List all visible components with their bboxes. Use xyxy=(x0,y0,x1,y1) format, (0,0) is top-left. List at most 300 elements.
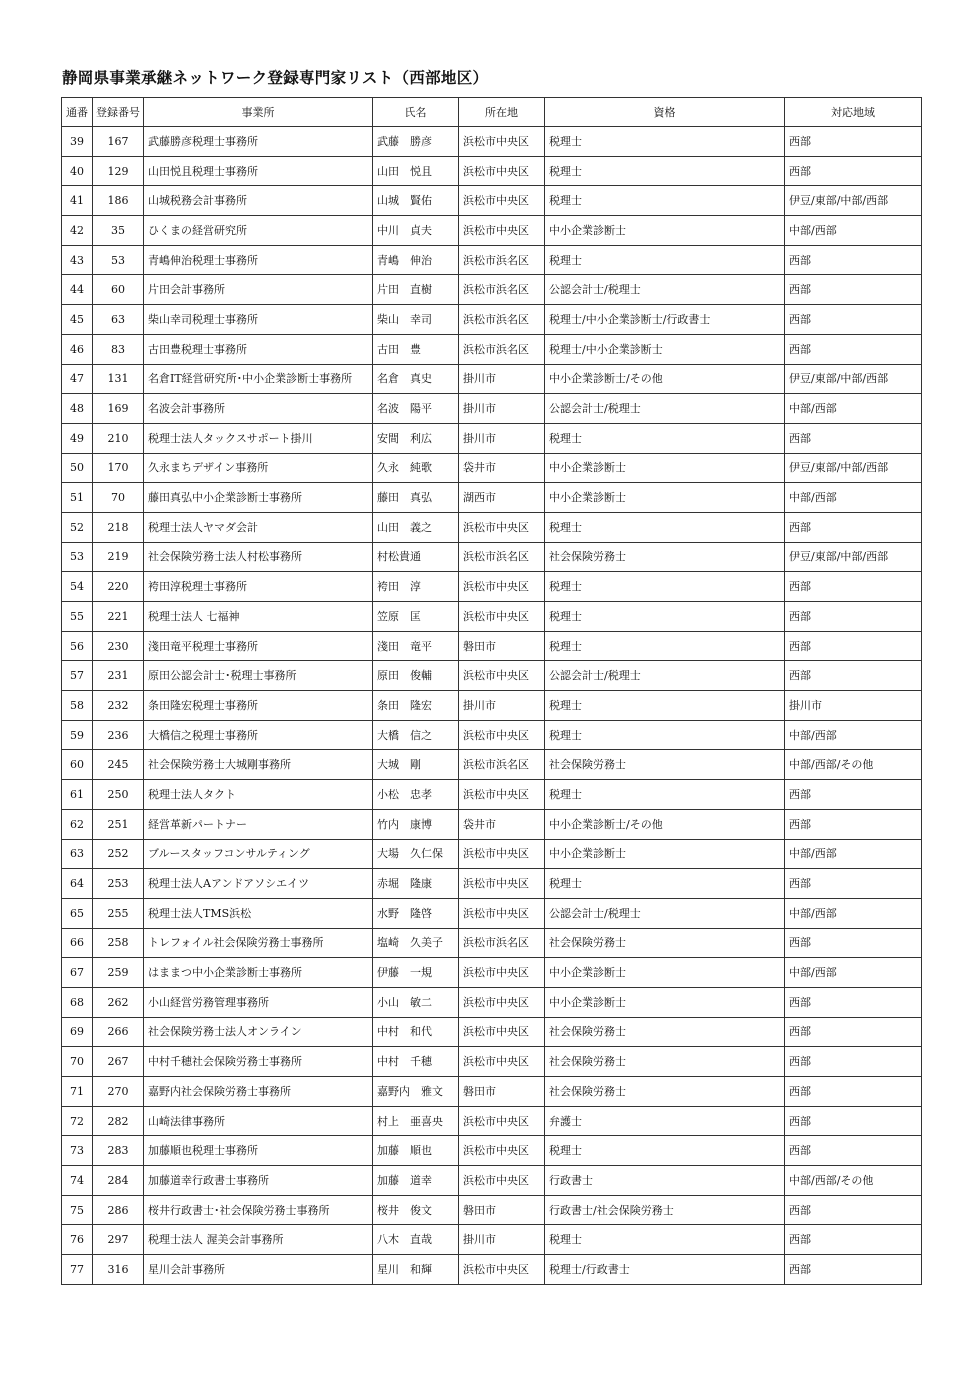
table-row xyxy=(62,245,922,275)
cell-location: 浜松市中央区 xyxy=(459,869,545,899)
table-row xyxy=(62,869,922,899)
cell-office: 片田会計事務所 xyxy=(144,275,373,305)
cell-number: 66 xyxy=(62,928,93,958)
cell-name: 小山 敏二 xyxy=(373,987,459,1017)
cell-number: 56 xyxy=(62,631,93,661)
cell-office: 大橋信之税理士事務所 xyxy=(144,720,373,750)
cell-number: 48 xyxy=(62,394,93,424)
cell-name: 袴田 淳 xyxy=(373,572,459,602)
cell-registration: 129 xyxy=(93,156,144,186)
cell-registration: 63 xyxy=(93,305,144,335)
col-header-name: 氏名 xyxy=(373,98,459,127)
table-row xyxy=(62,661,922,691)
table-row xyxy=(62,928,922,958)
cell-office: 山城税務会計事務所 xyxy=(144,186,373,216)
cell-number: 43 xyxy=(62,245,93,275)
cell-qualification: 公認会計士/税理士 xyxy=(545,661,785,691)
cell-location: 袋井市 xyxy=(459,453,545,483)
cell-number: 39 xyxy=(62,127,93,157)
cell-name: 加藤 順也 xyxy=(373,1136,459,1166)
cell-registration: 131 xyxy=(93,364,144,394)
cell-number: 60 xyxy=(62,750,93,780)
cell-office: 中村千穂社会保険労務士事務所 xyxy=(144,1047,373,1077)
cell-registration: 220 xyxy=(93,572,144,602)
cell-office: ひくまの経営研究所 xyxy=(144,216,373,246)
cell-region: 西部 xyxy=(785,631,922,661)
cell-region: 西部 xyxy=(785,780,922,810)
cell-name: 淺田 竜平 xyxy=(373,631,459,661)
cell-number: 40 xyxy=(62,156,93,186)
table-row xyxy=(62,987,922,1017)
cell-office: はままつ中小企業診断士事務所 xyxy=(144,958,373,988)
cell-registration: 283 xyxy=(93,1136,144,1166)
cell-qualification: 中小企業診断士 xyxy=(545,839,785,869)
cell-office: 経営革新パートナー xyxy=(144,809,373,839)
cell-office: 山崎法律事務所 xyxy=(144,1106,373,1136)
table-row xyxy=(62,1225,922,1255)
cell-location: 浜松市中央区 xyxy=(459,1136,545,1166)
cell-region: 西部 xyxy=(785,572,922,602)
cell-region: 西部 xyxy=(785,1195,922,1225)
cell-qualification: 税理士 xyxy=(545,1225,785,1255)
cell-number: 47 xyxy=(62,364,93,394)
cell-number: 62 xyxy=(62,809,93,839)
cell-location: 浜松市中央区 xyxy=(459,216,545,246)
cell-region: 西部 xyxy=(785,987,922,1017)
cell-name: 大橋 信之 xyxy=(373,720,459,750)
table-row xyxy=(62,1136,922,1166)
cell-name: 笠原 匡 xyxy=(373,602,459,632)
cell-registration: 253 xyxy=(93,869,144,899)
cell-registration: 219 xyxy=(93,542,144,572)
cell-number: 70 xyxy=(62,1047,93,1077)
cell-name: 片田 直樹 xyxy=(373,275,459,305)
cell-number: 52 xyxy=(62,512,93,542)
cell-region: 西部 xyxy=(785,928,922,958)
cell-registration: 218 xyxy=(93,512,144,542)
table-row xyxy=(62,602,922,632)
cell-qualification: 税理士 xyxy=(545,127,785,157)
cell-qualification: 税理士 xyxy=(545,423,785,453)
cell-registration: 60 xyxy=(93,275,144,305)
cell-qualification: 中小企業診断士 xyxy=(545,987,785,1017)
cell-region: 中部/西部 xyxy=(785,958,922,988)
cell-name: 大場 久仁保 xyxy=(373,839,459,869)
cell-number: 59 xyxy=(62,720,93,750)
cell-region: 中部/西部 xyxy=(785,216,922,246)
cell-location: 浜松市浜名区 xyxy=(459,245,545,275)
cell-region: 西部 xyxy=(785,156,922,186)
cell-qualification: 公認会計士/税理士 xyxy=(545,394,785,424)
cell-number: 75 xyxy=(62,1195,93,1225)
page-title: 静岡県事業承継ネットワーク登録専門家リスト（西部地区） xyxy=(62,69,489,87)
table-row xyxy=(62,572,922,602)
cell-registration: 167 xyxy=(93,127,144,157)
cell-region: 中部/西部 xyxy=(785,898,922,928)
cell-number: 63 xyxy=(62,839,93,869)
table-row xyxy=(62,691,922,721)
cell-region: 中部/西部 xyxy=(785,394,922,424)
cell-qualification: 税理士/行政書士 xyxy=(545,1255,785,1285)
cell-registration: 250 xyxy=(93,780,144,810)
cell-qualification: 中小企業診断士 xyxy=(545,216,785,246)
cell-registration: 286 xyxy=(93,1195,144,1225)
cell-qualification: 税理士 xyxy=(545,602,785,632)
cell-registration: 267 xyxy=(93,1047,144,1077)
table-row xyxy=(62,483,922,513)
cell-name: 原田 俊輔 xyxy=(373,661,459,691)
cell-registration: 266 xyxy=(93,1017,144,1047)
cell-office: 久永まちデザイン事務所 xyxy=(144,453,373,483)
cell-office: ブルースタッフコンサルティング xyxy=(144,839,373,869)
cell-location: 浜松市中央区 xyxy=(459,1166,545,1196)
cell-registration: 186 xyxy=(93,186,144,216)
cell-qualification: 行政書士/社会保険労務士 xyxy=(545,1195,785,1225)
cell-number: 77 xyxy=(62,1255,93,1285)
cell-location: 浜松市中央区 xyxy=(459,156,545,186)
cell-region: 西部 xyxy=(785,602,922,632)
cell-name: 星川 和輝 xyxy=(373,1255,459,1285)
cell-office: 桜井行政書士･社会保険労務士事務所 xyxy=(144,1195,373,1225)
cell-region: 西部 xyxy=(785,1106,922,1136)
cell-name: 名波 陽平 xyxy=(373,394,459,424)
cell-location: 浜松市中央区 xyxy=(459,572,545,602)
cell-region: 西部 xyxy=(785,127,922,157)
cell-name: 大城 剛 xyxy=(373,750,459,780)
cell-office: 青嶋伸治税理士事務所 xyxy=(144,245,373,275)
cell-office: 原田公認会計士･税理士事務所 xyxy=(144,661,373,691)
col-header-registration: 登録番号 xyxy=(93,98,144,127)
cell-registration: 255 xyxy=(93,898,144,928)
cell-number: 54 xyxy=(62,572,93,602)
cell-qualification: 税理士 xyxy=(545,780,785,810)
cell-region: 中部/西部/その他 xyxy=(785,750,922,780)
cell-location: 浜松市中央区 xyxy=(459,958,545,988)
cell-region: 中部/西部 xyxy=(785,483,922,513)
table-row xyxy=(62,453,922,483)
cell-qualification: 税理士 xyxy=(545,245,785,275)
cell-number: 51 xyxy=(62,483,93,513)
cell-registration: 262 xyxy=(93,987,144,1017)
cell-region: 中部/西部/その他 xyxy=(785,1166,922,1196)
cell-number: 68 xyxy=(62,987,93,1017)
cell-name: 条田 隆宏 xyxy=(373,691,459,721)
cell-number: 42 xyxy=(62,216,93,246)
cell-region: 中部/西部 xyxy=(785,839,922,869)
cell-office: 袴田淳税理士事務所 xyxy=(144,572,373,602)
cell-location: 掛川市 xyxy=(459,423,545,453)
cell-qualification: 税理士 xyxy=(545,512,785,542)
table-row xyxy=(62,1255,922,1285)
cell-qualification: 中小企業診断士 xyxy=(545,483,785,513)
cell-name: 武藤 勝彦 xyxy=(373,127,459,157)
table-row xyxy=(62,305,922,335)
cell-region: 西部 xyxy=(785,305,922,335)
table-body xyxy=(62,127,922,1285)
cell-location: 浜松市中央区 xyxy=(459,186,545,216)
cell-registration: 83 xyxy=(93,334,144,364)
cell-qualification: 税理士/中小企業診断士 xyxy=(545,334,785,364)
cell-registration: 170 xyxy=(93,453,144,483)
cell-registration: 35 xyxy=(93,216,144,246)
cell-qualification: 税理士 xyxy=(545,691,785,721)
table-row xyxy=(62,275,922,305)
cell-qualification: 弁護士 xyxy=(545,1106,785,1136)
cell-name: 村上 亜喜央 xyxy=(373,1106,459,1136)
cell-region: 伊豆/東部/中部/西部 xyxy=(785,453,922,483)
cell-name: 桜井 俊文 xyxy=(373,1195,459,1225)
cell-qualification: 社会保険労務士 xyxy=(545,928,785,958)
table-row xyxy=(62,839,922,869)
table-row xyxy=(62,780,922,810)
table-row xyxy=(62,720,922,750)
cell-name: 柴山 幸司 xyxy=(373,305,459,335)
table-row xyxy=(62,542,922,572)
cell-name: 山田 悦且 xyxy=(373,156,459,186)
cell-name: 八木 直哉 xyxy=(373,1225,459,1255)
cell-location: 浜松市中央区 xyxy=(459,1017,545,1047)
cell-office: 加藤道幸行政書士事務所 xyxy=(144,1166,373,1196)
table-row xyxy=(62,1077,922,1107)
cell-name: 名倉 真史 xyxy=(373,364,459,394)
cell-name: 中村 千穂 xyxy=(373,1047,459,1077)
table-row xyxy=(62,1106,922,1136)
cell-name: 嘉野内 雅文 xyxy=(373,1077,459,1107)
table-row xyxy=(62,958,922,988)
cell-name: 竹内 康博 xyxy=(373,809,459,839)
cell-registration: 259 xyxy=(93,958,144,988)
cell-qualification: 税理士 xyxy=(545,631,785,661)
table-row xyxy=(62,1047,922,1077)
cell-region: 伊豆/東部/中部/西部 xyxy=(785,186,922,216)
cell-qualification: 税理士 xyxy=(545,720,785,750)
table-row xyxy=(62,631,922,661)
cell-number: 44 xyxy=(62,275,93,305)
cell-location: 袋井市 xyxy=(459,809,545,839)
cell-number: 57 xyxy=(62,661,93,691)
cell-office: 社会保険労務士法人オンライン xyxy=(144,1017,373,1047)
table-row xyxy=(62,1017,922,1047)
cell-office: 藤田真弘中小企業診断士事務所 xyxy=(144,483,373,513)
cell-name: 久永 純歌 xyxy=(373,453,459,483)
cell-region: 西部 xyxy=(785,512,922,542)
cell-location: 掛川市 xyxy=(459,364,545,394)
table-row xyxy=(62,394,922,424)
cell-name: 塩崎 久美子 xyxy=(373,928,459,958)
cell-location: 浜松市中央区 xyxy=(459,1255,545,1285)
cell-region: 西部 xyxy=(785,1077,922,1107)
cell-number: 46 xyxy=(62,334,93,364)
cell-registration: 270 xyxy=(93,1077,144,1107)
cell-name: 伊藤 一規 xyxy=(373,958,459,988)
cell-location: 掛川市 xyxy=(459,691,545,721)
cell-number: 55 xyxy=(62,602,93,632)
cell-number: 49 xyxy=(62,423,93,453)
col-header-region: 対応地域 xyxy=(785,98,922,127)
cell-office: 山田悦且税理士事務所 xyxy=(144,156,373,186)
cell-region: 西部 xyxy=(785,1255,922,1285)
cell-registration: 316 xyxy=(93,1255,144,1285)
cell-office: 条田隆宏税理士事務所 xyxy=(144,691,373,721)
table-row xyxy=(62,512,922,542)
cell-region: 西部 xyxy=(785,275,922,305)
cell-number: 64 xyxy=(62,869,93,899)
cell-office: 名倉IT経営研究所･中小企業診断士事務所 xyxy=(144,364,373,394)
cell-location: 浜松市中央区 xyxy=(459,127,545,157)
cell-qualification: 中小企業診断士/その他 xyxy=(545,364,785,394)
cell-registration: 210 xyxy=(93,423,144,453)
cell-name: 山田 義之 xyxy=(373,512,459,542)
cell-number: 76 xyxy=(62,1225,93,1255)
cell-office: 淺田竜平税理士事務所 xyxy=(144,631,373,661)
cell-registration: 284 xyxy=(93,1166,144,1196)
table-row xyxy=(62,156,922,186)
cell-office: 武藤勝彦税理士事務所 xyxy=(144,127,373,157)
cell-location: 浜松市中央区 xyxy=(459,720,545,750)
cell-name: 青嶋 伸治 xyxy=(373,245,459,275)
cell-region: 伊豆/東部/中部/西部 xyxy=(785,542,922,572)
cell-region: 伊豆/東部/中部/西部 xyxy=(785,364,922,394)
cell-qualification: 税理士 xyxy=(545,869,785,899)
cell-location: 浜松市浜名区 xyxy=(459,928,545,958)
cell-location: 浜松市中央区 xyxy=(459,898,545,928)
cell-name: 中川 貞夫 xyxy=(373,216,459,246)
cell-registration: 282 xyxy=(93,1106,144,1136)
cell-qualification: 中小企業診断士 xyxy=(545,453,785,483)
cell-qualification: 行政書士 xyxy=(545,1166,785,1196)
table-row xyxy=(62,216,922,246)
cell-office: 古田豊税理士事務所 xyxy=(144,334,373,364)
col-header-number: 通番 xyxy=(62,98,93,127)
cell-location: 浜松市中央区 xyxy=(459,602,545,632)
table-row xyxy=(62,750,922,780)
cell-qualification: 中小企業診断士 xyxy=(545,958,785,988)
cell-number: 65 xyxy=(62,898,93,928)
cell-number: 53 xyxy=(62,542,93,572)
cell-registration: 232 xyxy=(93,691,144,721)
cell-office: 嘉野内社会保険労務士事務所 xyxy=(144,1077,373,1107)
table-row xyxy=(62,127,922,157)
table-row xyxy=(62,809,922,839)
table-row xyxy=(62,1195,922,1225)
cell-name: 中村 和代 xyxy=(373,1017,459,1047)
cell-location: 磐田市 xyxy=(459,1077,545,1107)
cell-name: 赤堀 隆康 xyxy=(373,869,459,899)
cell-registration: 252 xyxy=(93,839,144,869)
cell-name: 小松 忠孝 xyxy=(373,780,459,810)
cell-name: 水野 隆啓 xyxy=(373,898,459,928)
cell-number: 61 xyxy=(62,780,93,810)
cell-region: 西部 xyxy=(785,423,922,453)
cell-name: 加藤 道幸 xyxy=(373,1166,459,1196)
cell-qualification: 税理士 xyxy=(545,1136,785,1166)
cell-registration: 169 xyxy=(93,394,144,424)
cell-office: 税理士法人Aアンドアソシエイツ xyxy=(144,869,373,899)
cell-location: 浜松市中央区 xyxy=(459,1106,545,1136)
cell-location: 浜松市中央区 xyxy=(459,661,545,691)
cell-office: 税理士法人ヤマダ会計 xyxy=(144,512,373,542)
cell-location: 浜松市浜名区 xyxy=(459,542,545,572)
cell-number: 71 xyxy=(62,1077,93,1107)
cell-region: 西部 xyxy=(785,1017,922,1047)
cell-region: 西部 xyxy=(785,1136,922,1166)
cell-office: 税理士法人TMS浜松 xyxy=(144,898,373,928)
cell-registration: 245 xyxy=(93,750,144,780)
cell-office: 税理士法人タクト xyxy=(144,780,373,810)
cell-office: 名波会計事務所 xyxy=(144,394,373,424)
cell-name: 安間 利広 xyxy=(373,423,459,453)
cell-number: 45 xyxy=(62,305,93,335)
col-header-location: 所在地 xyxy=(459,98,545,127)
cell-number: 72 xyxy=(62,1106,93,1136)
cell-qualification: 中小企業診断士/その他 xyxy=(545,809,785,839)
col-header-office: 事業所 xyxy=(144,98,373,127)
cell-region: 西部 xyxy=(785,809,922,839)
cell-registration: 230 xyxy=(93,631,144,661)
cell-qualification: 税理士/中小企業診断士/行政書士 xyxy=(545,305,785,335)
cell-qualification: 税理士 xyxy=(545,186,785,216)
cell-number: 69 xyxy=(62,1017,93,1047)
cell-number: 74 xyxy=(62,1166,93,1196)
cell-location: 浜松市浜名区 xyxy=(459,275,545,305)
cell-region: 西部 xyxy=(785,1225,922,1255)
table-row xyxy=(62,186,922,216)
cell-name: 村松貴通 xyxy=(373,542,459,572)
cell-qualification: 社会保険労務士 xyxy=(545,1047,785,1077)
cell-location: 浜松市中央区 xyxy=(459,839,545,869)
cell-office: 加藤順也税理士事務所 xyxy=(144,1136,373,1166)
cell-region: 西部 xyxy=(785,245,922,275)
cell-qualification: 公認会計士/税理士 xyxy=(545,898,785,928)
cell-office: 社会保険労務士大城剛事務所 xyxy=(144,750,373,780)
cell-registration: 70 xyxy=(93,483,144,513)
cell-number: 58 xyxy=(62,691,93,721)
cell-location: 浜松市浜名区 xyxy=(459,305,545,335)
cell-office: 税理士法人 七福神 xyxy=(144,602,373,632)
cell-office: 星川会計事務所 xyxy=(144,1255,373,1285)
cell-office: トレフォイル社会保険労務士事務所 xyxy=(144,928,373,958)
cell-location: 浜松市中央区 xyxy=(459,780,545,810)
table-row xyxy=(62,334,922,364)
cell-location: 浜松市中央区 xyxy=(459,1047,545,1077)
cell-region: 掛川市 xyxy=(785,691,922,721)
cell-registration: 236 xyxy=(93,720,144,750)
cell-location: 浜松市中央区 xyxy=(459,987,545,1017)
cell-qualification: 公認会計士/税理士 xyxy=(545,275,785,305)
cell-number: 73 xyxy=(62,1136,93,1166)
cell-registration: 297 xyxy=(93,1225,144,1255)
expert-list-table xyxy=(61,97,922,1285)
header-row xyxy=(62,98,922,127)
cell-name: 藤田 真弘 xyxy=(373,483,459,513)
cell-office: 税理士法人 渥美会計事務所 xyxy=(144,1225,373,1255)
table-row xyxy=(62,898,922,928)
col-header-qualification: 資格 xyxy=(545,98,785,127)
cell-office: 社会保険労務士法人村松事務所 xyxy=(144,542,373,572)
cell-number: 41 xyxy=(62,186,93,216)
cell-name: 山城 賢佑 xyxy=(373,186,459,216)
cell-location: 浜松市浜名区 xyxy=(459,334,545,364)
cell-qualification: 社会保険労務士 xyxy=(545,750,785,780)
cell-region: 西部 xyxy=(785,661,922,691)
cell-location: 湖西市 xyxy=(459,483,545,513)
cell-region: 中部/西部 xyxy=(785,720,922,750)
cell-registration: 53 xyxy=(93,245,144,275)
cell-location: 磐田市 xyxy=(459,1195,545,1225)
cell-name: 古田 豊 xyxy=(373,334,459,364)
cell-location: 浜松市中央区 xyxy=(459,512,545,542)
cell-location: 磐田市 xyxy=(459,631,545,661)
